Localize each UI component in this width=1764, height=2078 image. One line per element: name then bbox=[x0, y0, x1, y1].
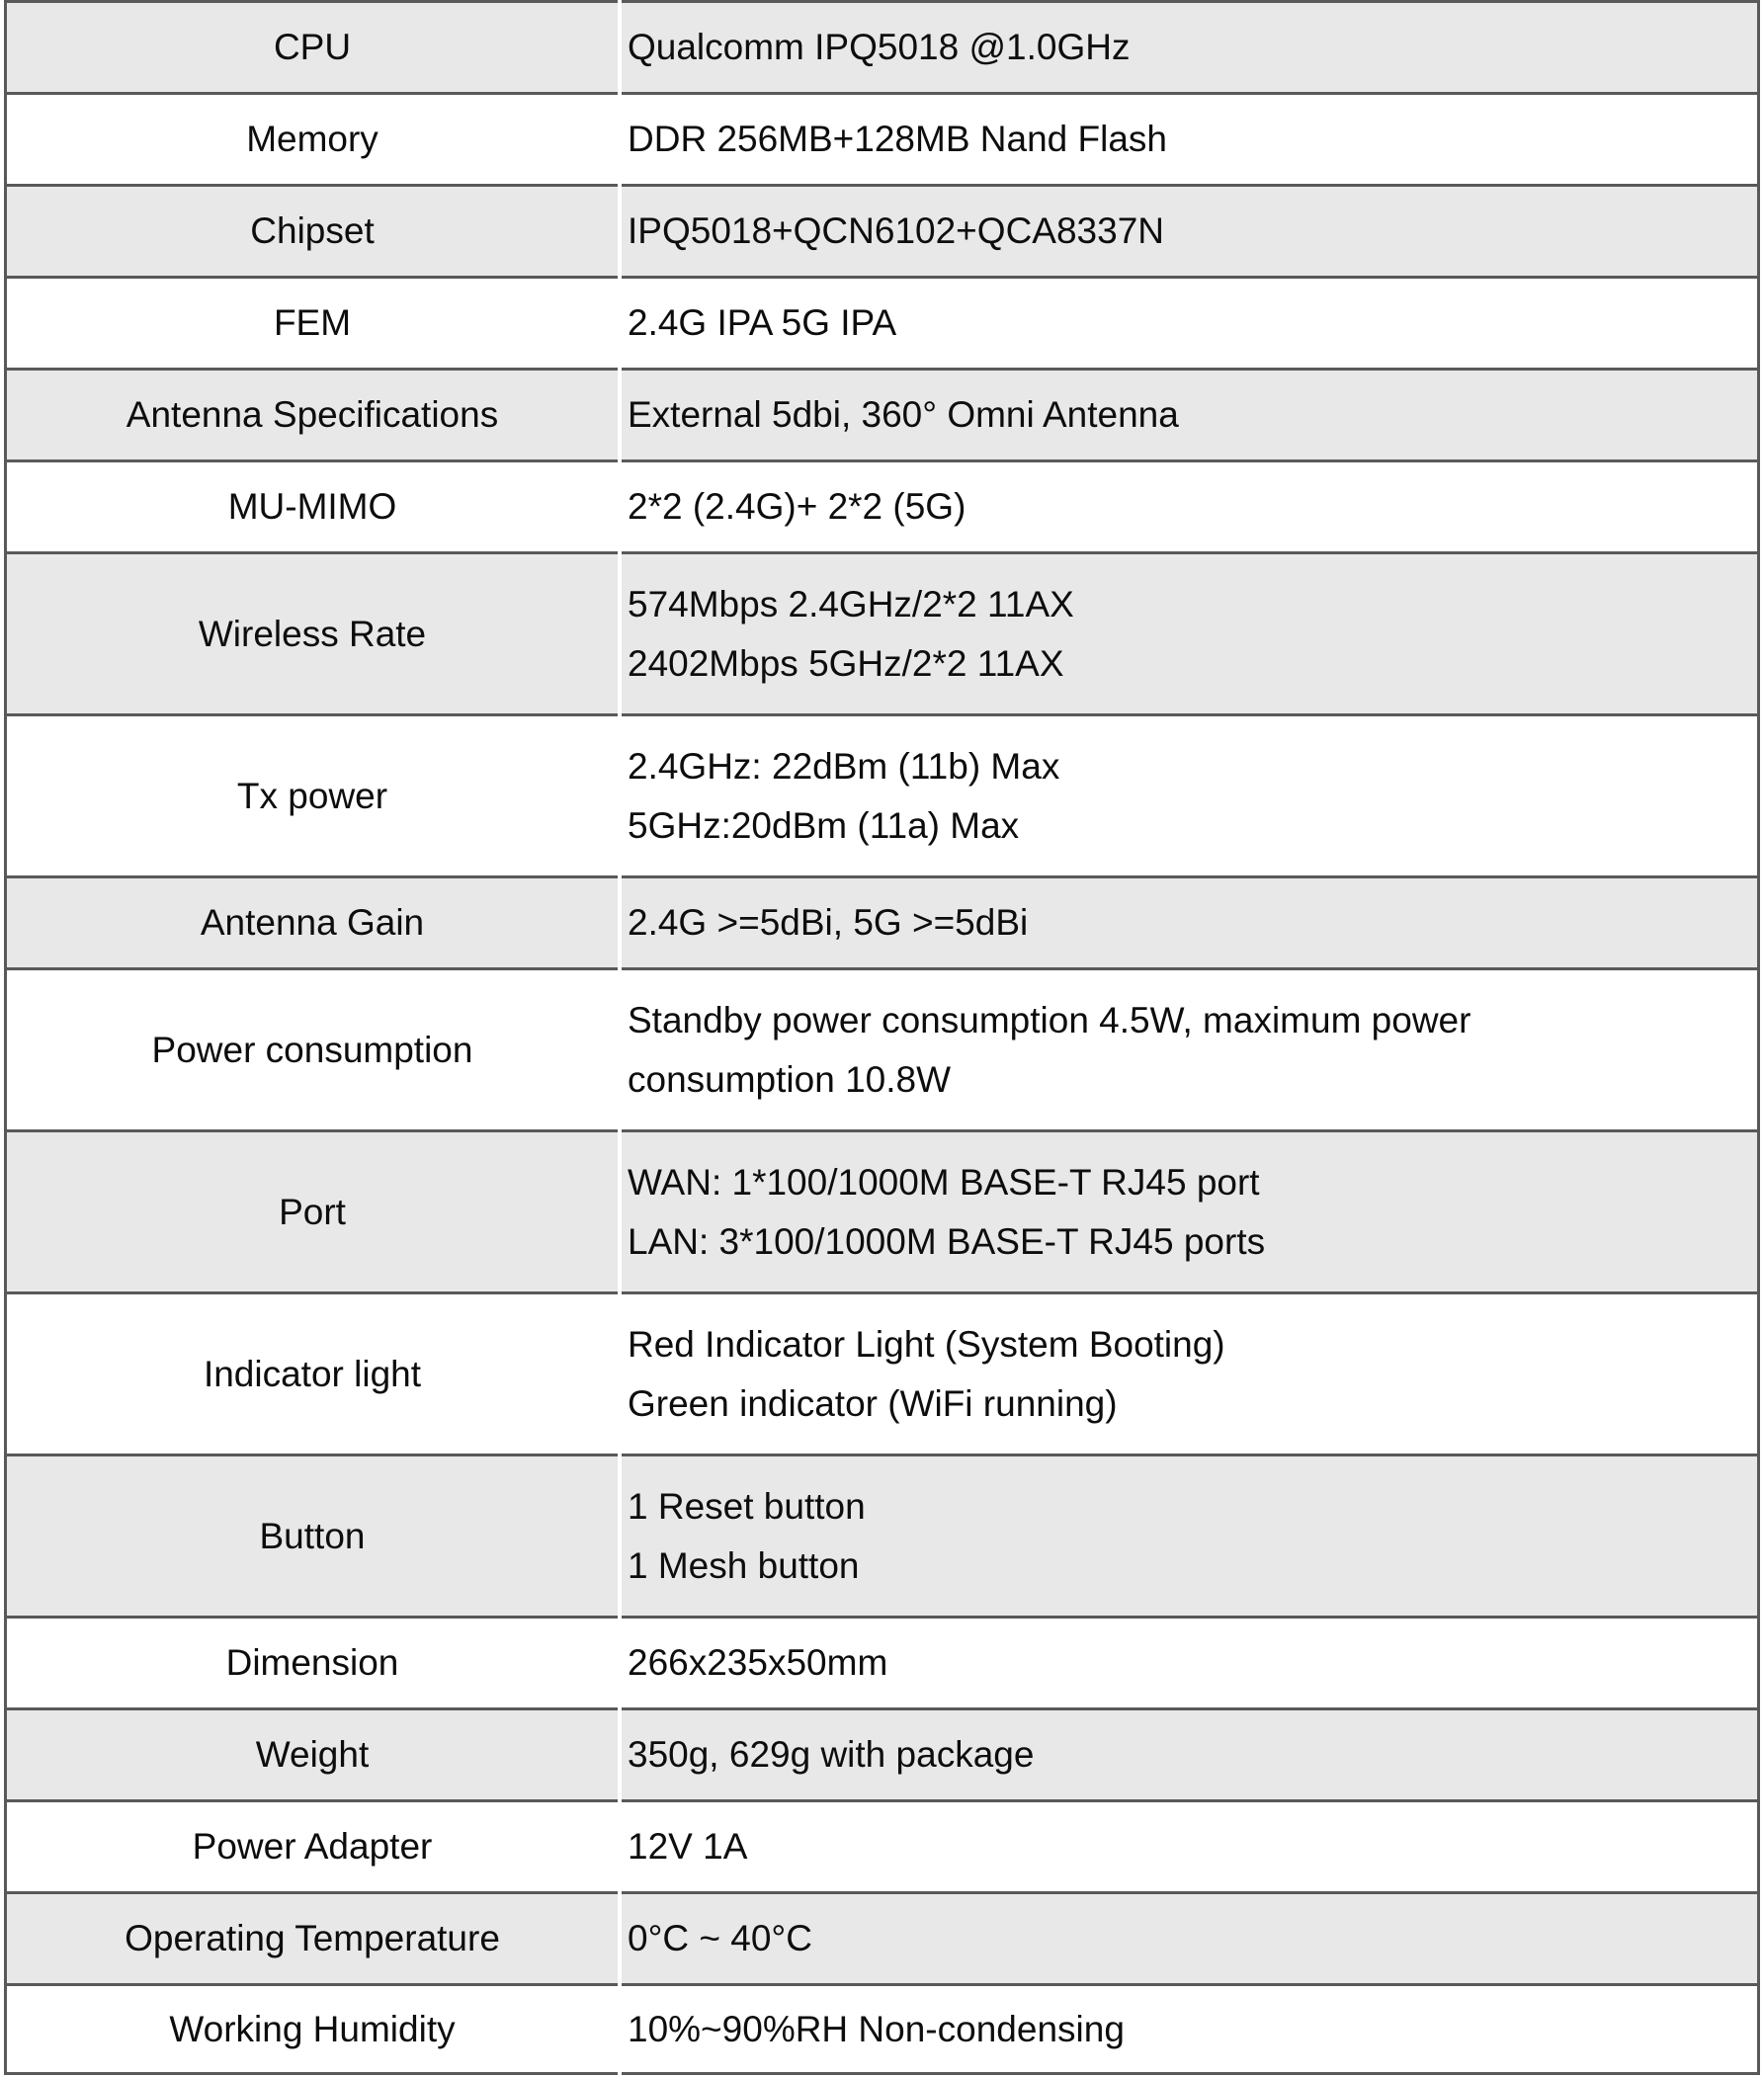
spec-row-weight bbox=[4, 1707, 1760, 1799]
spec-value-line: 5GHz:20dBm (11a) Max bbox=[628, 804, 1020, 846]
spec-value bbox=[622, 459, 1760, 551]
spec-row-power-consumption bbox=[4, 967, 1760, 1129]
spec-value bbox=[622, 1799, 1760, 1891]
spec-row-antenna-specifications bbox=[4, 368, 1760, 459]
spec-label: CPU bbox=[4, 0, 618, 92]
spec-value-line: 12V 1A bbox=[628, 1826, 748, 1867]
spec-value bbox=[622, 184, 1760, 276]
spec-value-line: Qualcomm IPQ5018 @1.0GHz bbox=[628, 27, 1131, 67]
spec-label: FEM bbox=[4, 276, 618, 368]
spec-label: Button bbox=[4, 1454, 618, 1616]
spec-value bbox=[622, 276, 1760, 368]
spec-row-button bbox=[4, 1454, 1760, 1616]
spec-label: Weight bbox=[4, 1707, 618, 1799]
spec-row-operating-temperature bbox=[4, 1891, 1760, 1983]
spec-label: Chipset bbox=[4, 184, 618, 276]
spec-label: Memory bbox=[4, 92, 618, 184]
spec-value bbox=[622, 1291, 1760, 1454]
spec-row-chipset bbox=[4, 184, 1760, 276]
spec-value bbox=[622, 1983, 1760, 2075]
spec-value bbox=[622, 1129, 1760, 1291]
spec-value-line: 266x235x50mm bbox=[628, 1642, 888, 1683]
spec-row-wireless-rate bbox=[4, 551, 1760, 713]
spec-value bbox=[622, 713, 1760, 875]
spec-row-power-adapter bbox=[4, 1799, 1760, 1891]
spec-label: Operating Temperature bbox=[4, 1891, 618, 1983]
spec-table-body bbox=[4, 0, 1760, 2075]
spec-value-line: 1 Mesh button bbox=[628, 1544, 860, 1586]
spec-value-line: Red Indicator Light (System Booting) bbox=[628, 1323, 1225, 1365]
spec-label: MU-MIMO bbox=[4, 459, 618, 551]
spec-value-line: 2.4G IPA 5G IPA bbox=[628, 302, 897, 343]
spec-row-antenna-gain bbox=[4, 875, 1760, 967]
spec-value bbox=[622, 967, 1760, 1129]
spec-label: Antenna Specifications bbox=[4, 368, 618, 459]
spec-label: Antenna Gain bbox=[4, 875, 618, 967]
spec-label: Port bbox=[4, 1129, 618, 1291]
spec-value-line: 10%~90%RH Non-condensing bbox=[628, 2008, 1125, 2049]
spec-value-line: 0°C ~ 40°C bbox=[628, 1918, 812, 1958]
spec-label: Power Adapter bbox=[4, 1799, 618, 1891]
spec-row-working-humidity bbox=[4, 1983, 1760, 2075]
spec-value-line: WAN: 1*100/1000M BASE-T RJ45 port bbox=[628, 1161, 1260, 1203]
spec-row-memory bbox=[4, 92, 1760, 184]
spec-row-fem bbox=[4, 276, 1760, 368]
spec-value-line: LAN: 3*100/1000M BASE-T RJ45 ports bbox=[628, 1220, 1266, 1262]
spec-value-line: 2.4G >=5dBi, 5G >=5dBi bbox=[628, 902, 1029, 943]
spec-value bbox=[622, 1707, 1760, 1799]
spec-label: Power consumption bbox=[4, 967, 618, 1129]
spec-row-tx-power bbox=[4, 713, 1760, 875]
spec-value bbox=[622, 875, 1760, 967]
spec-value-line: 350g, 629g with package bbox=[628, 1734, 1035, 1775]
spec-label: Dimension bbox=[4, 1616, 618, 1707]
spec-label: Indicator light bbox=[4, 1291, 618, 1454]
spec-label: Wireless Rate bbox=[4, 551, 618, 713]
spec-row-indicator-light bbox=[4, 1291, 1760, 1454]
spec-value-line: 2*2 (2.4G)+ 2*2 (5G) bbox=[628, 486, 966, 527]
spec-row-cpu bbox=[4, 0, 1760, 92]
spec-value bbox=[622, 1454, 1760, 1616]
spec-value-line: DDR 256MB+128MB Nand Flash bbox=[628, 119, 1168, 159]
spec-row-port bbox=[4, 1129, 1760, 1291]
spec-value-line: 574Mbps 2.4GHz/2*2 11AX bbox=[628, 583, 1074, 624]
spec-value bbox=[622, 92, 1760, 184]
spec-value-line: Green indicator (WiFi running) bbox=[628, 1382, 1118, 1424]
spec-label: Tx power bbox=[4, 713, 618, 875]
spec-value bbox=[622, 368, 1760, 459]
spec-value-line: External 5dbi, 360° Omni Antenna bbox=[628, 394, 1179, 435]
spec-value-line: IPQ5018+QCN6102+QCA8337N bbox=[628, 210, 1165, 251]
spec-label: Working Humidity bbox=[4, 1983, 618, 2075]
spec-value-line: 1 Reset button bbox=[628, 1485, 866, 1527]
spec-row-dimension bbox=[4, 1616, 1760, 1707]
spec-value-line: 2402Mbps 5GHz/2*2 11AX bbox=[628, 642, 1064, 684]
spec-value-line: 2.4GHz: 22dBm (11b) Max bbox=[628, 745, 1060, 787]
spec-value-line: Standby power consumption 4.5W, maximum power bbox=[628, 999, 1471, 1040]
spec-row-mu-mimo bbox=[4, 459, 1760, 551]
spec-value bbox=[622, 0, 1760, 92]
spec-value bbox=[622, 1616, 1760, 1707]
spec-value-line: consumption 10.8W bbox=[628, 1058, 952, 1100]
spec-value bbox=[622, 1891, 1760, 1983]
spec-value bbox=[622, 551, 1760, 713]
